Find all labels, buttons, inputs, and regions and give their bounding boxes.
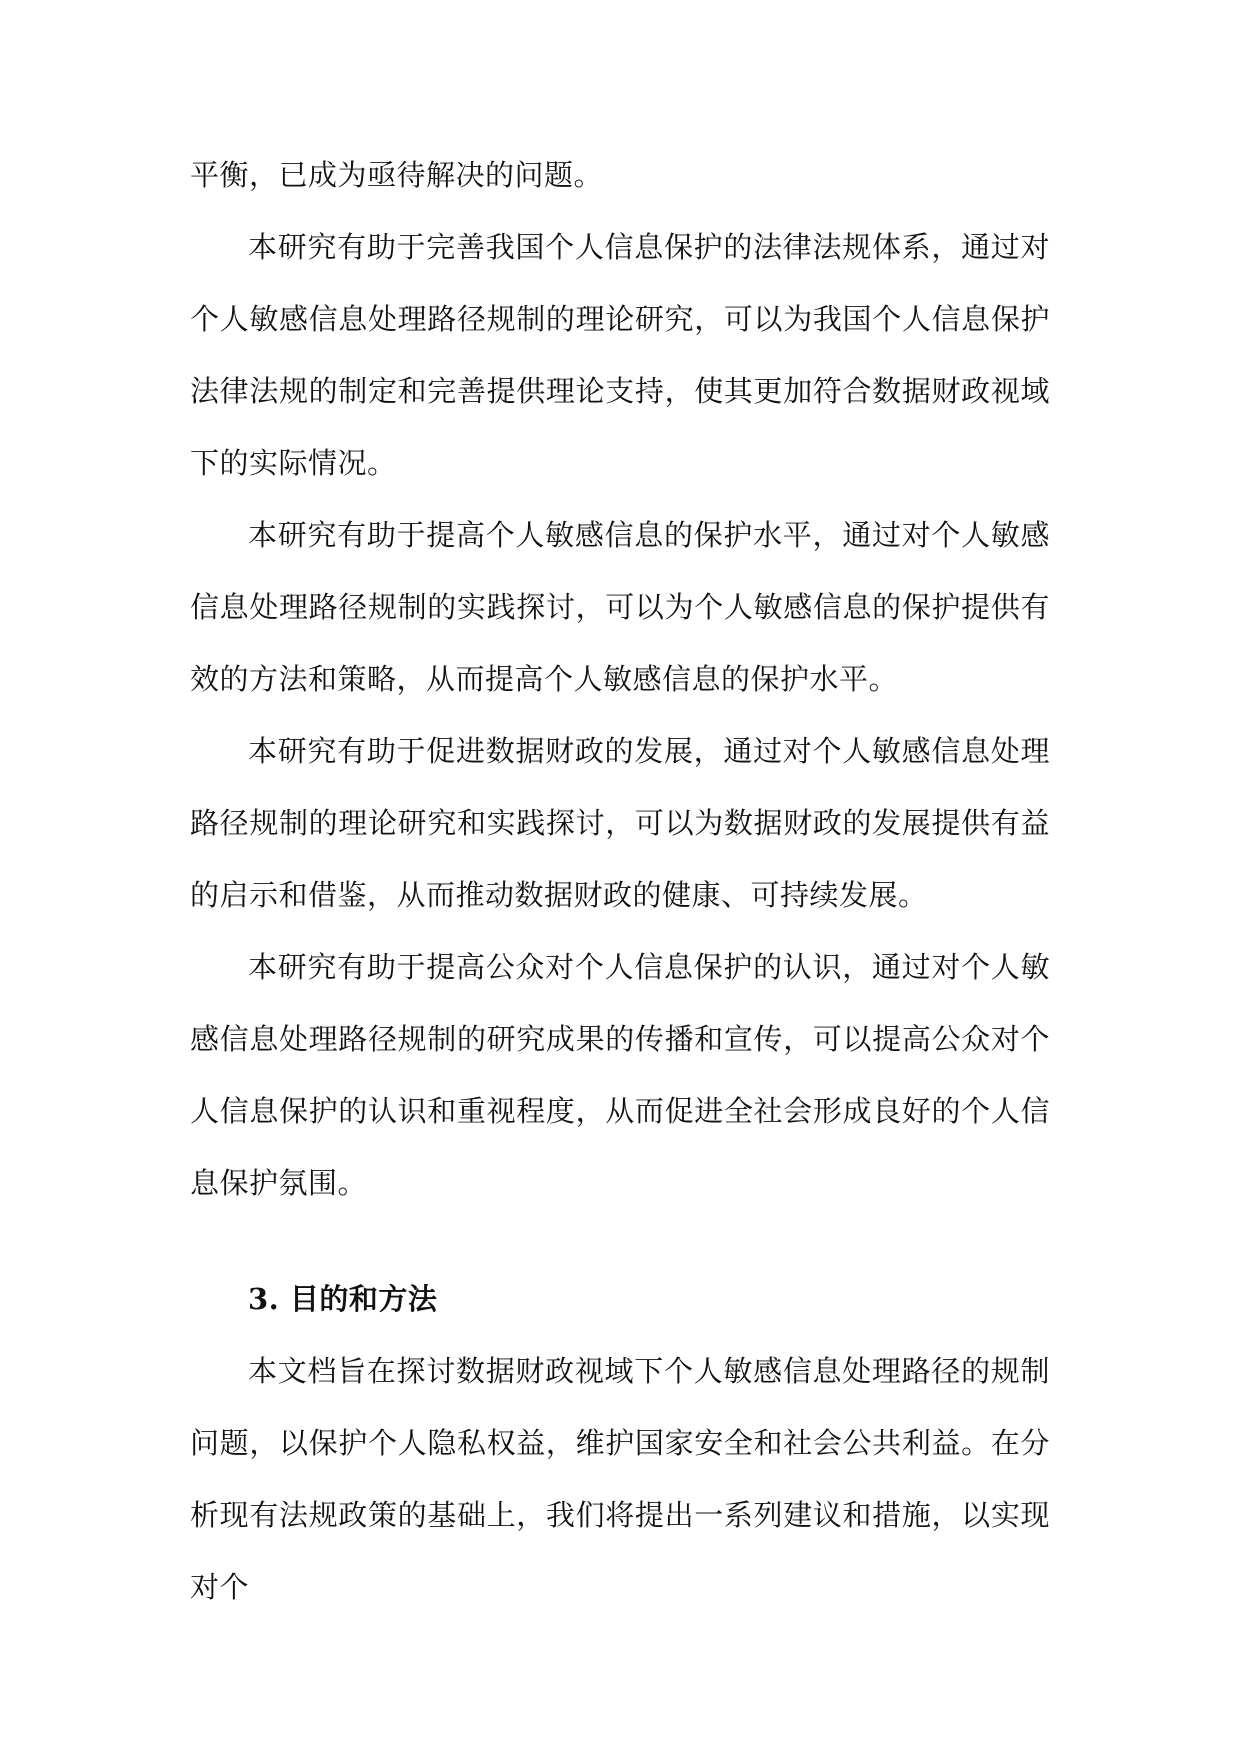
paragraph-protection-level: 本研究有助于提高个人敏感信息的保护水平，通过对个人敏感信息处理路径规制的实践探讨，可以为个人敏感信息的保护提供有效的方法和策略，从而提高个人敏感信息的保护水平。 (190, 518, 1050, 696)
paragraph-public-awareness: 本研究有助于提高公众对个人信息保护的认识，通过对个人敏感信息处理路径规制的研究成果的传播和宣传，可以提高公众对个人信息保护的认识和重视程度，从而促进全社会形成良好的个人信息保护氛围。 (190, 950, 1050, 1200)
paragraph-continuation: 平衡，已成为亟待解决的问题。 (190, 158, 604, 192)
paragraph-data-finance: 本研究有助于促进数据财政的发展，通过对个人敏感信息处理路径规制的理论研究和实践探讨，可以为数据财政的发展提供有益的启示和借鉴，从而推动数据财政的健康、可持续发展。 (190, 734, 1050, 912)
section-heading: 3. 目的和方法 (248, 1282, 438, 1316)
document-body (190, 139, 1050, 1623)
paragraph-legal-framework: 本研究有助于完善我国个人信息保护的法律法规体系，通过对个人敏感信息处理路径规制的理论研究，可以为我国个人信息保护法律法规的制定和完善提供理论支持，使其更加符合数据财政视域下的实际情况。 (190, 230, 1050, 480)
paragraph-purpose: 本文档旨在探讨数据财政视域下个人敏感信息处理路径的规制问题，以保护个人隐私权益，维护国家安全和社会公共利益。在分析现有法规政策的基础上，我们将提出一系列建议和措施，以实现对个 (190, 1354, 1050, 1604)
